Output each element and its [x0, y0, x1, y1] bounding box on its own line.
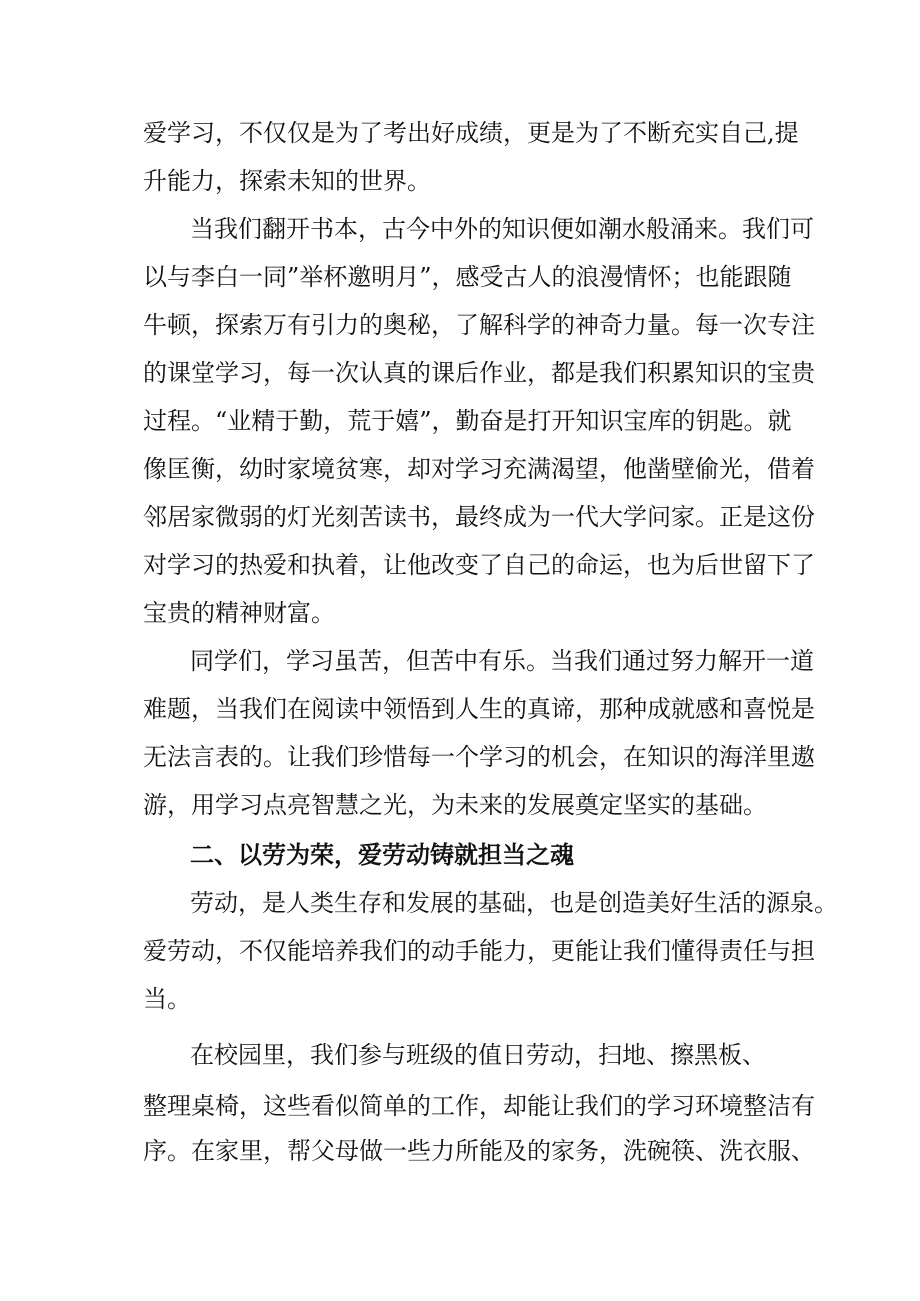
- body-text-line: 当。: [143, 985, 191, 1013]
- section-heading: 二、以劳为荣，爱劳动铸就担当之魂: [190, 840, 574, 869]
- body-text-line: 像匡衡，幼时家境贫寒，却对学习充满渴望，他凿壁偷光，借着: [143, 455, 815, 483]
- body-text-line: 游，用学习点亮智慧之光，为未来的发展奠定坚实的基础。: [143, 791, 767, 819]
- body-text-line: 过程。“业精于勤，荒于嬉”，勤奋是打开知识宝库的钥匙。就: [143, 407, 792, 435]
- body-text-line: 宝贵的精神财富。: [143, 599, 335, 627]
- paragraph-first-line: 劳动，是人类生存和发展的基础，也是创造美好生活的源泉。: [190, 889, 838, 917]
- body-text-line: 无法言表的。让我们珍惜每一个学习的机会，在知识的海洋里遨: [143, 743, 815, 771]
- body-text-line: 升能力，探索未知的世界。: [143, 167, 431, 195]
- body-text-line: 整理桌椅，这些看似简单的工作，却能让我们的学习环境整洁有: [143, 1092, 815, 1120]
- body-text-line: 牛顿，探索万有引力的奥秘，了解科学的神奇力量。每一次专注: [143, 311, 815, 339]
- body-text-line: 对学习的热爱和执着，让他改变了自己的命运，也为后世留下了: [143, 551, 815, 579]
- body-text-line: 难题，当我们在阅读中领悟到人生的真谛，那种成就感和喜悦是: [143, 695, 815, 723]
- body-text-line: 序。在家里，帮父母做一些力所能及的家务，洗碗筷、洗衣服、: [143, 1137, 815, 1165]
- paragraph-first-line: 同学们，学习虽苦，但苦中有乐。当我们通过努力解开一道: [190, 647, 814, 675]
- body-text-line: 的课堂学习，每一次认真的课后作业，都是我们积累知识的宝贵: [143, 359, 815, 387]
- paragraph-first-line: 在校园里，我们参与班级的值日劳动，扫地、擦黑板、: [190, 1041, 766, 1069]
- paragraph-first-line: 当我们翻开书本，古今中外的知识便如潮水般涌来。我们可: [190, 215, 814, 243]
- body-text-line: 以与李白一同”举杯邀明月”，感受古人的浪漫情怀；也能跟随: [143, 263, 792, 291]
- body-text-line: 邻居家微弱的灯光刻苦读书，最终成为一代大学问家。正是这份: [143, 503, 815, 531]
- body-text-line: 爱劳动，不仅能培养我们的动手能力，更能让我们懂得责任与担: [143, 937, 815, 965]
- body-text-line: 爱学习，不仅仅是为了考出好成绩，更是为了不断充实自己,提: [143, 119, 799, 147]
